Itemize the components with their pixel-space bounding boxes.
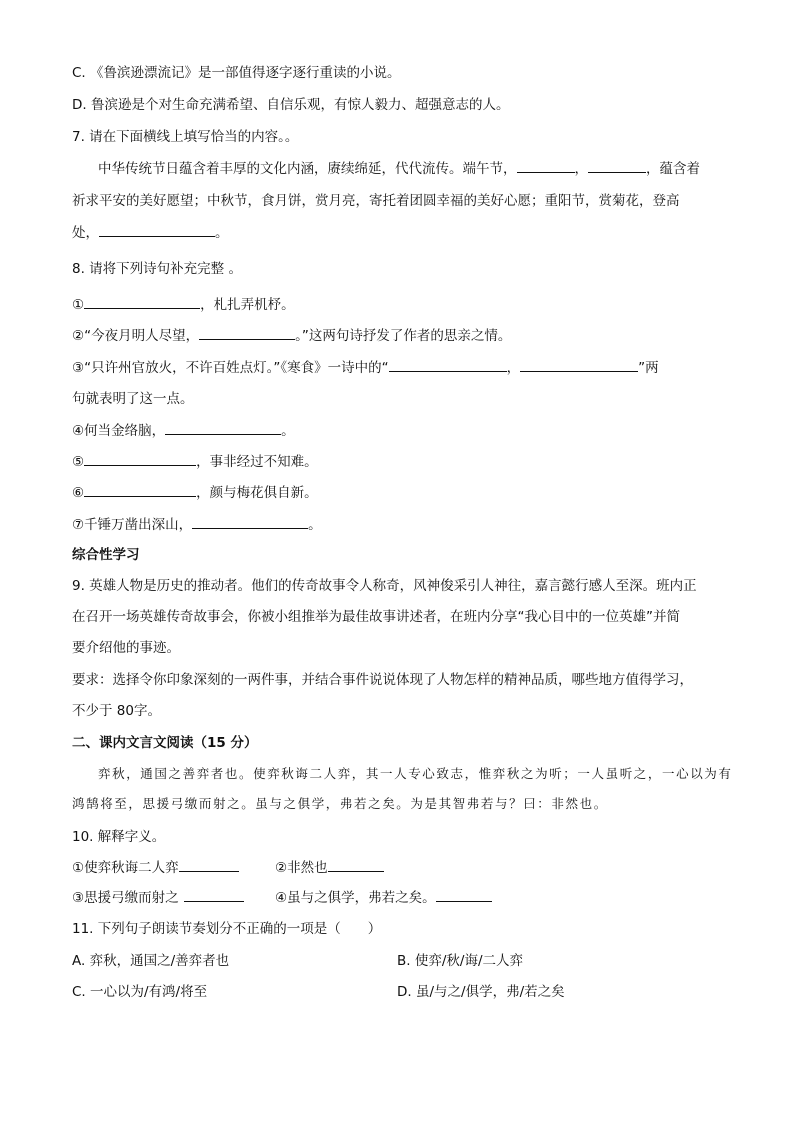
q10-item: ④虽与之俱学，弗若之矣。: [275, 890, 436, 906]
item-number: ⑤: [72, 454, 85, 470]
q10-item: ③思援弓缴而射之: [72, 890, 179, 906]
answer-blank[interactable]: [520, 358, 638, 372]
q8-line-4: [72, 421, 295, 441]
section-heading-classical-reading: 二、课内文言文阅读（15 分）: [72, 735, 258, 751]
section-heading-comprehensive: 综合性学习: [72, 547, 140, 563]
poem-text: 。”这两句诗抒发了作者的思亲之情。: [295, 328, 512, 344]
poem-text: ⑦千锤万凿出深山，: [72, 517, 193, 533]
q9-line-1: 9. 英雄人物是历史的推动者。他们的传奇故事令人称奇，风神俊采引人神往，嘉言懿行感人至深。班内正: [72, 578, 697, 594]
poem-text: 。: [281, 423, 295, 439]
q8-line-6: [72, 483, 318, 503]
answer-blank[interactable]: [84, 452, 196, 466]
poem-text: ，事非经过不知难。: [196, 454, 318, 470]
poem-text: ，颜与梅花俱自新。: [196, 485, 318, 501]
q7-text: ，蕴含着: [646, 161, 700, 177]
q10-item: ①使弈秋诲二人弈: [72, 860, 179, 876]
classical-passage-line-1: 弈秋，通国之善弈者也。使弈秋诲二人弈，其一人专心致志，惟弈秋之为听；一人虽听之，一心以为有: [98, 766, 733, 781]
q8-line-7: [72, 515, 322, 535]
answer-blank[interactable]: [184, 888, 244, 902]
answer-blank[interactable]: [517, 159, 575, 173]
poem-text: 。: [308, 517, 322, 533]
answer-blank[interactable]: [588, 159, 646, 173]
q9-line-2: 在召开一场英雄传奇故事会，你被小组推举为最佳故事讲述者，在班内分享“我心目中的一位英雄”并简: [72, 609, 680, 625]
q10-row-1-right: [275, 858, 384, 878]
poem-text: ”两: [638, 360, 659, 376]
q7-text: 处，: [72, 225, 99, 241]
classical-passage-line-2: 鸿鹄将至，思援弓缴而射之。虽与之俱学，弗若之矣。为是其智弗若与？曰：非然也。: [72, 796, 608, 811]
q11-stem: 11. 下列句子朗读节奏划分不正确的一项是（ ）: [72, 921, 382, 937]
q10-row-2-right: [275, 888, 492, 908]
q7-text: 。: [215, 225, 229, 241]
q6-option-c: C. 《鲁滨逊漂流记》是一部值得逐字逐行重读的小说。: [72, 65, 401, 81]
q10-row-2: [72, 888, 244, 908]
q8-stem: 8. 请将下列诗句补充完整 。: [72, 261, 242, 277]
q8-line-3-continued: 句就表明了这一点。: [72, 391, 194, 407]
q11-option-c[interactable]: C. 一心以为/有鸿/将至: [72, 984, 208, 1000]
q9-line-3: 要介绍他的事迹。: [72, 640, 180, 656]
item-number: ⑥: [72, 485, 85, 501]
answer-blank[interactable]: [328, 858, 384, 872]
q11-option-d[interactable]: D. 虽/与之/俱学，弗/若之矣: [397, 984, 565, 1000]
poem-text: ②“今夜月明人尽望，: [72, 328, 200, 344]
q7-text: 中华传统节日蕴含着丰厚的文化内涵，赓续绵延，代代流传。端午节，: [98, 161, 517, 177]
q7-stem: 7. 请在下面横线上填写恰当的内容。。: [72, 129, 299, 145]
q8-line-3: [72, 358, 659, 378]
answer-blank[interactable]: [192, 515, 308, 529]
q8-line-2: [72, 326, 511, 346]
q8-line-1: [72, 295, 295, 315]
answer-blank[interactable]: [84, 295, 200, 309]
answer-blank[interactable]: [389, 358, 507, 372]
q8-line-5: [72, 452, 318, 472]
q10-stem: 10. 解释字义。: [72, 829, 166, 845]
poem-text: ，札扎弄机杼。: [200, 297, 295, 313]
answer-blank[interactable]: [165, 421, 281, 435]
poem-text: ③“只许州官放火，不许百姓点灯。”《寒食》一诗中的“: [72, 360, 389, 376]
q7-text: ，: [574, 161, 588, 177]
answer-blank[interactable]: [179, 858, 239, 872]
q11-option-b[interactable]: B. 使弈/秋/诲/二人弈: [397, 953, 523, 969]
answer-blank[interactable]: [199, 326, 295, 340]
item-number: ①: [72, 297, 85, 313]
poem-text: ，: [506, 360, 521, 376]
q10-row-1: [72, 858, 239, 878]
q7-paragraph-line-2: 祈求平安的美好愿望；中秋节，食月饼，赏月亮，寄托着团圆幸福的美好心愿；重阳节，赏菊花，登高: [72, 193, 680, 209]
q11-option-a[interactable]: A. 弈秋，通国之/善弈者也: [72, 953, 230, 969]
q7-paragraph-line-3: [72, 223, 229, 243]
q7-paragraph-line-1: [98, 159, 700, 179]
q9-requirement-line-2: 不少于 80字。: [72, 703, 161, 719]
answer-blank[interactable]: [99, 223, 215, 237]
q10-item: ②非然也: [275, 860, 328, 876]
answer-blank[interactable]: [436, 888, 492, 902]
q9-requirement-line-1: 要求：选择令你印象深刻的一两件事，并结合事件说说体现了人物怎样的精神品质，哪些地方值得学习，: [72, 672, 693, 688]
poem-text: ④何当金络脑，: [72, 423, 166, 439]
q6-option-d: D. 鲁滨逊是个对生命充满希望、自信乐观，有惊人毅力、超强意志的人。: [72, 97, 510, 113]
answer-blank[interactable]: [84, 483, 196, 497]
